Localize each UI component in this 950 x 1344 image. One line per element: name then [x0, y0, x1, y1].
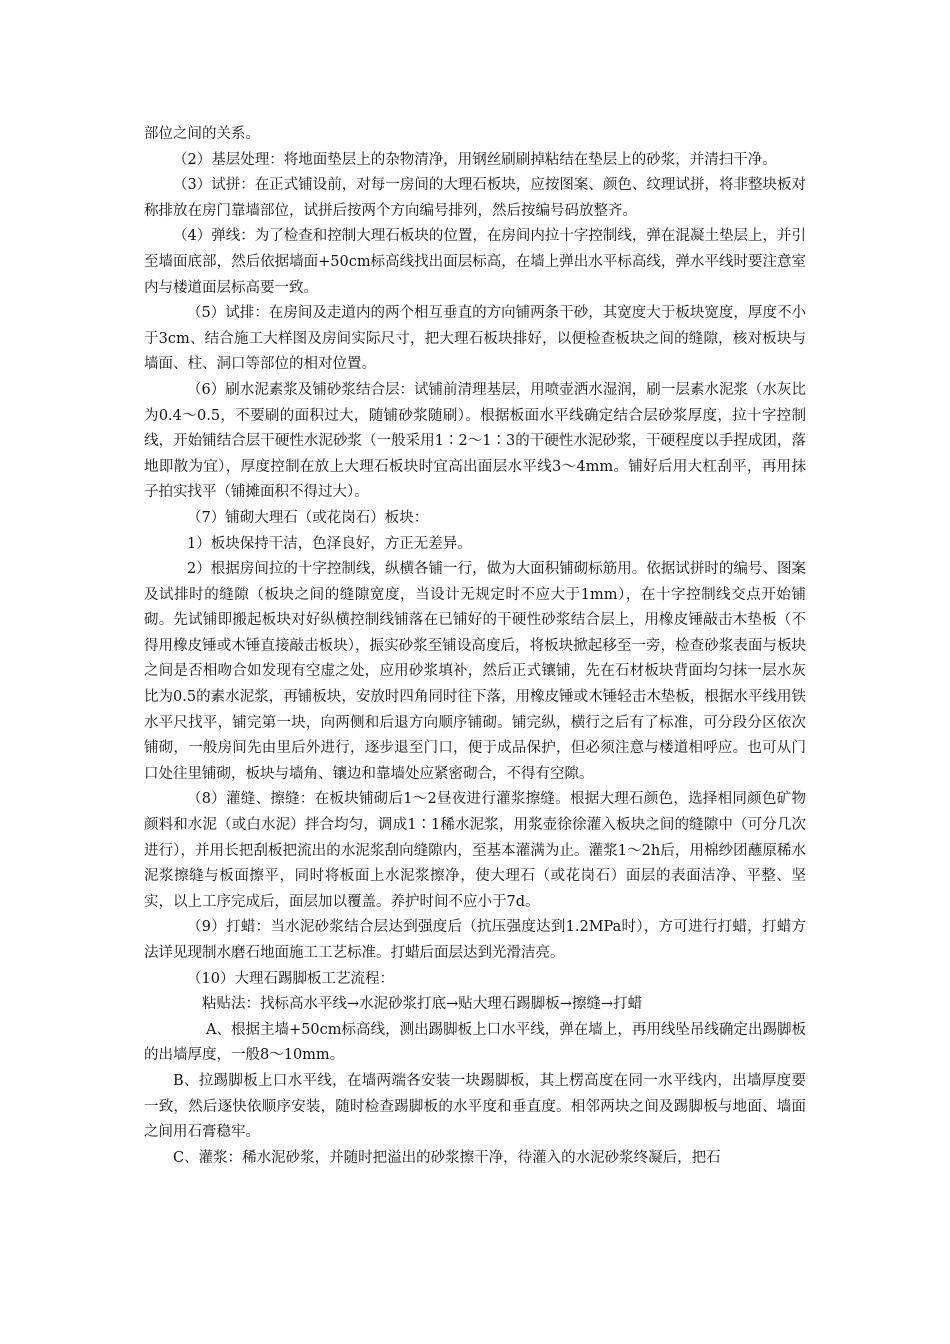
paragraph-waxing: （9）打蜡：当水泥砂浆结合层达到强度后（抗压强度达到1.2MPa时），方可进行打蜡，打蜡方法详见现制水磨石地面施工工艺标准。打蜡后面层达到光滑洁亮。: [144, 919, 806, 961]
paragraph-snap-line: （4）弹线：为了检查和控制大理石板块的位置，在房间内拉十字控制线，弹在混凝土垫层上，并引至墙面底部，然后依据墙面+50cm标高线找出面层标高，在墙上弹出水平标高线，弹水平线时要注意室内与楼道面层标高要一致。: [144, 228, 806, 296]
paragraph-cement-paste: （6）刷水泥素浆及铺砂浆结合层：试铺前清理基层，用喷壶洒水湿润，刷一层素水泥浆（水灰比为0.4～0.5，不要刷的面积过大，随铺砂浆随刷）。根据板面水平线确定结合层砂浆厚度，拉十字控制线，开始铺结合层干硬性水泥砂浆（一般采用1∶2～1∶3的干硬性水泥砂浆，干硬程度以手捏成团，落地即散为宜），厚度控制在放上大理石板块时宜高出面层水平线3～4mm。铺好后用大杠刮平，再用抹子拍实找平（铺摊面积不得过大）。: [144, 381, 806, 501]
paragraph-trial-layout: （5）试排：在房间及走道内的两个相互垂直的方向铺两条干砂，其宽度大于板块宽度，厚度不小于3cm、结合施工大样图及房间实际尺寸，把大理石板块排好，以便检查板块之间的缝隙，核对板块与墙面、柱、洞口等部位的相对位置。: [144, 305, 806, 373]
paragraph-step-c: C、灌浆：稀水泥砂浆，并随时把溢出的砂浆擦干净，待灌入的水泥砂浆终凝后，把石: [173, 1149, 721, 1166]
paragraph-trial-fit: （3）试拼：在正式铺设前，对每一房间的大理石板块，应按图案、颜色、纹理试拼，将非整块板对称排放在房门靠墙部位，试拼后按两个方向编号排列，然后按编号码放整齐。: [144, 177, 806, 219]
paragraph-laying-item-1: 1）板块保持干洁，色泽良好，方正无差异。: [187, 535, 472, 552]
paragraph-continuation: 部位之间的关系。: [144, 126, 260, 142]
paragraph-laying-heading: （7）铺砌大理石（或花岗石）板块：: [187, 509, 429, 526]
paragraph-step-a: A、根据主墙+50cm标高线，测出踢脚板上口水平线，弹在墙上，再用线坠吊线确定出踢脚板的出墙厚度，一般8～10mm。: [144, 1021, 806, 1064]
paragraph-laying-item-2: 2）根据房间拉的十字控制线，纵横各铺一行，做为大面积铺砌标筋用。依据试拼时的编号、图案及试排时的缝隙（板块之间的缝隙宽度，当设计无规定时不应大于1mm），在十字控制线交点开始铺砌。先试铺即搬起板块对好纵横控制线铺落在已铺好的干硬性砂浆结合层上，用橡皮锤敲击木垫板（不得用橡皮锤或木锤直接敲击板块），振实砂浆至铺设高度后，将板块掀起移至一旁，检查砂浆表面与板块之间是否相吻合如发现有空虚之处，应用砂浆填补，然后正式镶铺，先在石材板块背面均匀抹一层水灰比为0.5的素水泥浆，再铺板块，安放时四角同时往下落，用橡皮锤或木锤轻击木垫板，根据水平线用铁水平尺找平，铺完第一块，向两侧和后退方向顺序铺砌。铺完纵，横行之后有了标准，可分段分区依次铺砌，一般房间先由里后外进行，逐步退至门口，便于成品保护，但必须注意与楼道相呼应。也可从门口处往里铺砌，板块与墙角、镶边和靠墙处应紧密砌合，不得有空隙。: [144, 561, 806, 782]
paragraph-grouting: （8）灌缝、擦缝：在板块铺砌后1～2昼夜进行灌浆擦缝。根据大理石颜色，选择相同颜色矿物颜料和水泥（或白水泥）拌合均匀，调成1∶1稀水泥浆，用浆壶徐徐灌入板块之间的缝隙中（可分几次进行），并用长把刮板把流出的水泥浆刮向缝隙内，至基本灌满为止。灌浆1～2h后，用棉纱团蘸原稀水泥浆擦缝与板面擦平，同时将板面上水泥浆擦净，使大理石（或花岗石）面层的表面洁净、平整、坚实，以上工序完成后，面层加以覆盖。养护时间不应小于7d。: [144, 791, 806, 910]
paragraph-step-b: B、拉踢脚板上口水平线，在墙两端各安装一块踢脚板，其上楞高度在同一水平线内，出墙厚度要一致，然后逐快依顺序安装，随时检查踢脚板的水平度和垂直度。相邻两块之间及踢脚板与地面、墙面之间用石膏稳牢。: [144, 1072, 806, 1141]
paragraph-base-treatment: （2）基层处理：将地面垫层上的杂物清净，用钢丝刷刷掉粘结在垫层上的砂浆，并清扫干净。: [173, 151, 777, 168]
document-body: [144, 122, 806, 1171]
paragraph-skirting-flow: 粘贴法：找标高水平线→水泥砂浆打底→贴大理石踢脚板→擦缝→打蜡: [202, 996, 643, 1013]
paragraph-skirting-heading: （10）大理石踢脚板工艺流程：: [187, 970, 394, 987]
